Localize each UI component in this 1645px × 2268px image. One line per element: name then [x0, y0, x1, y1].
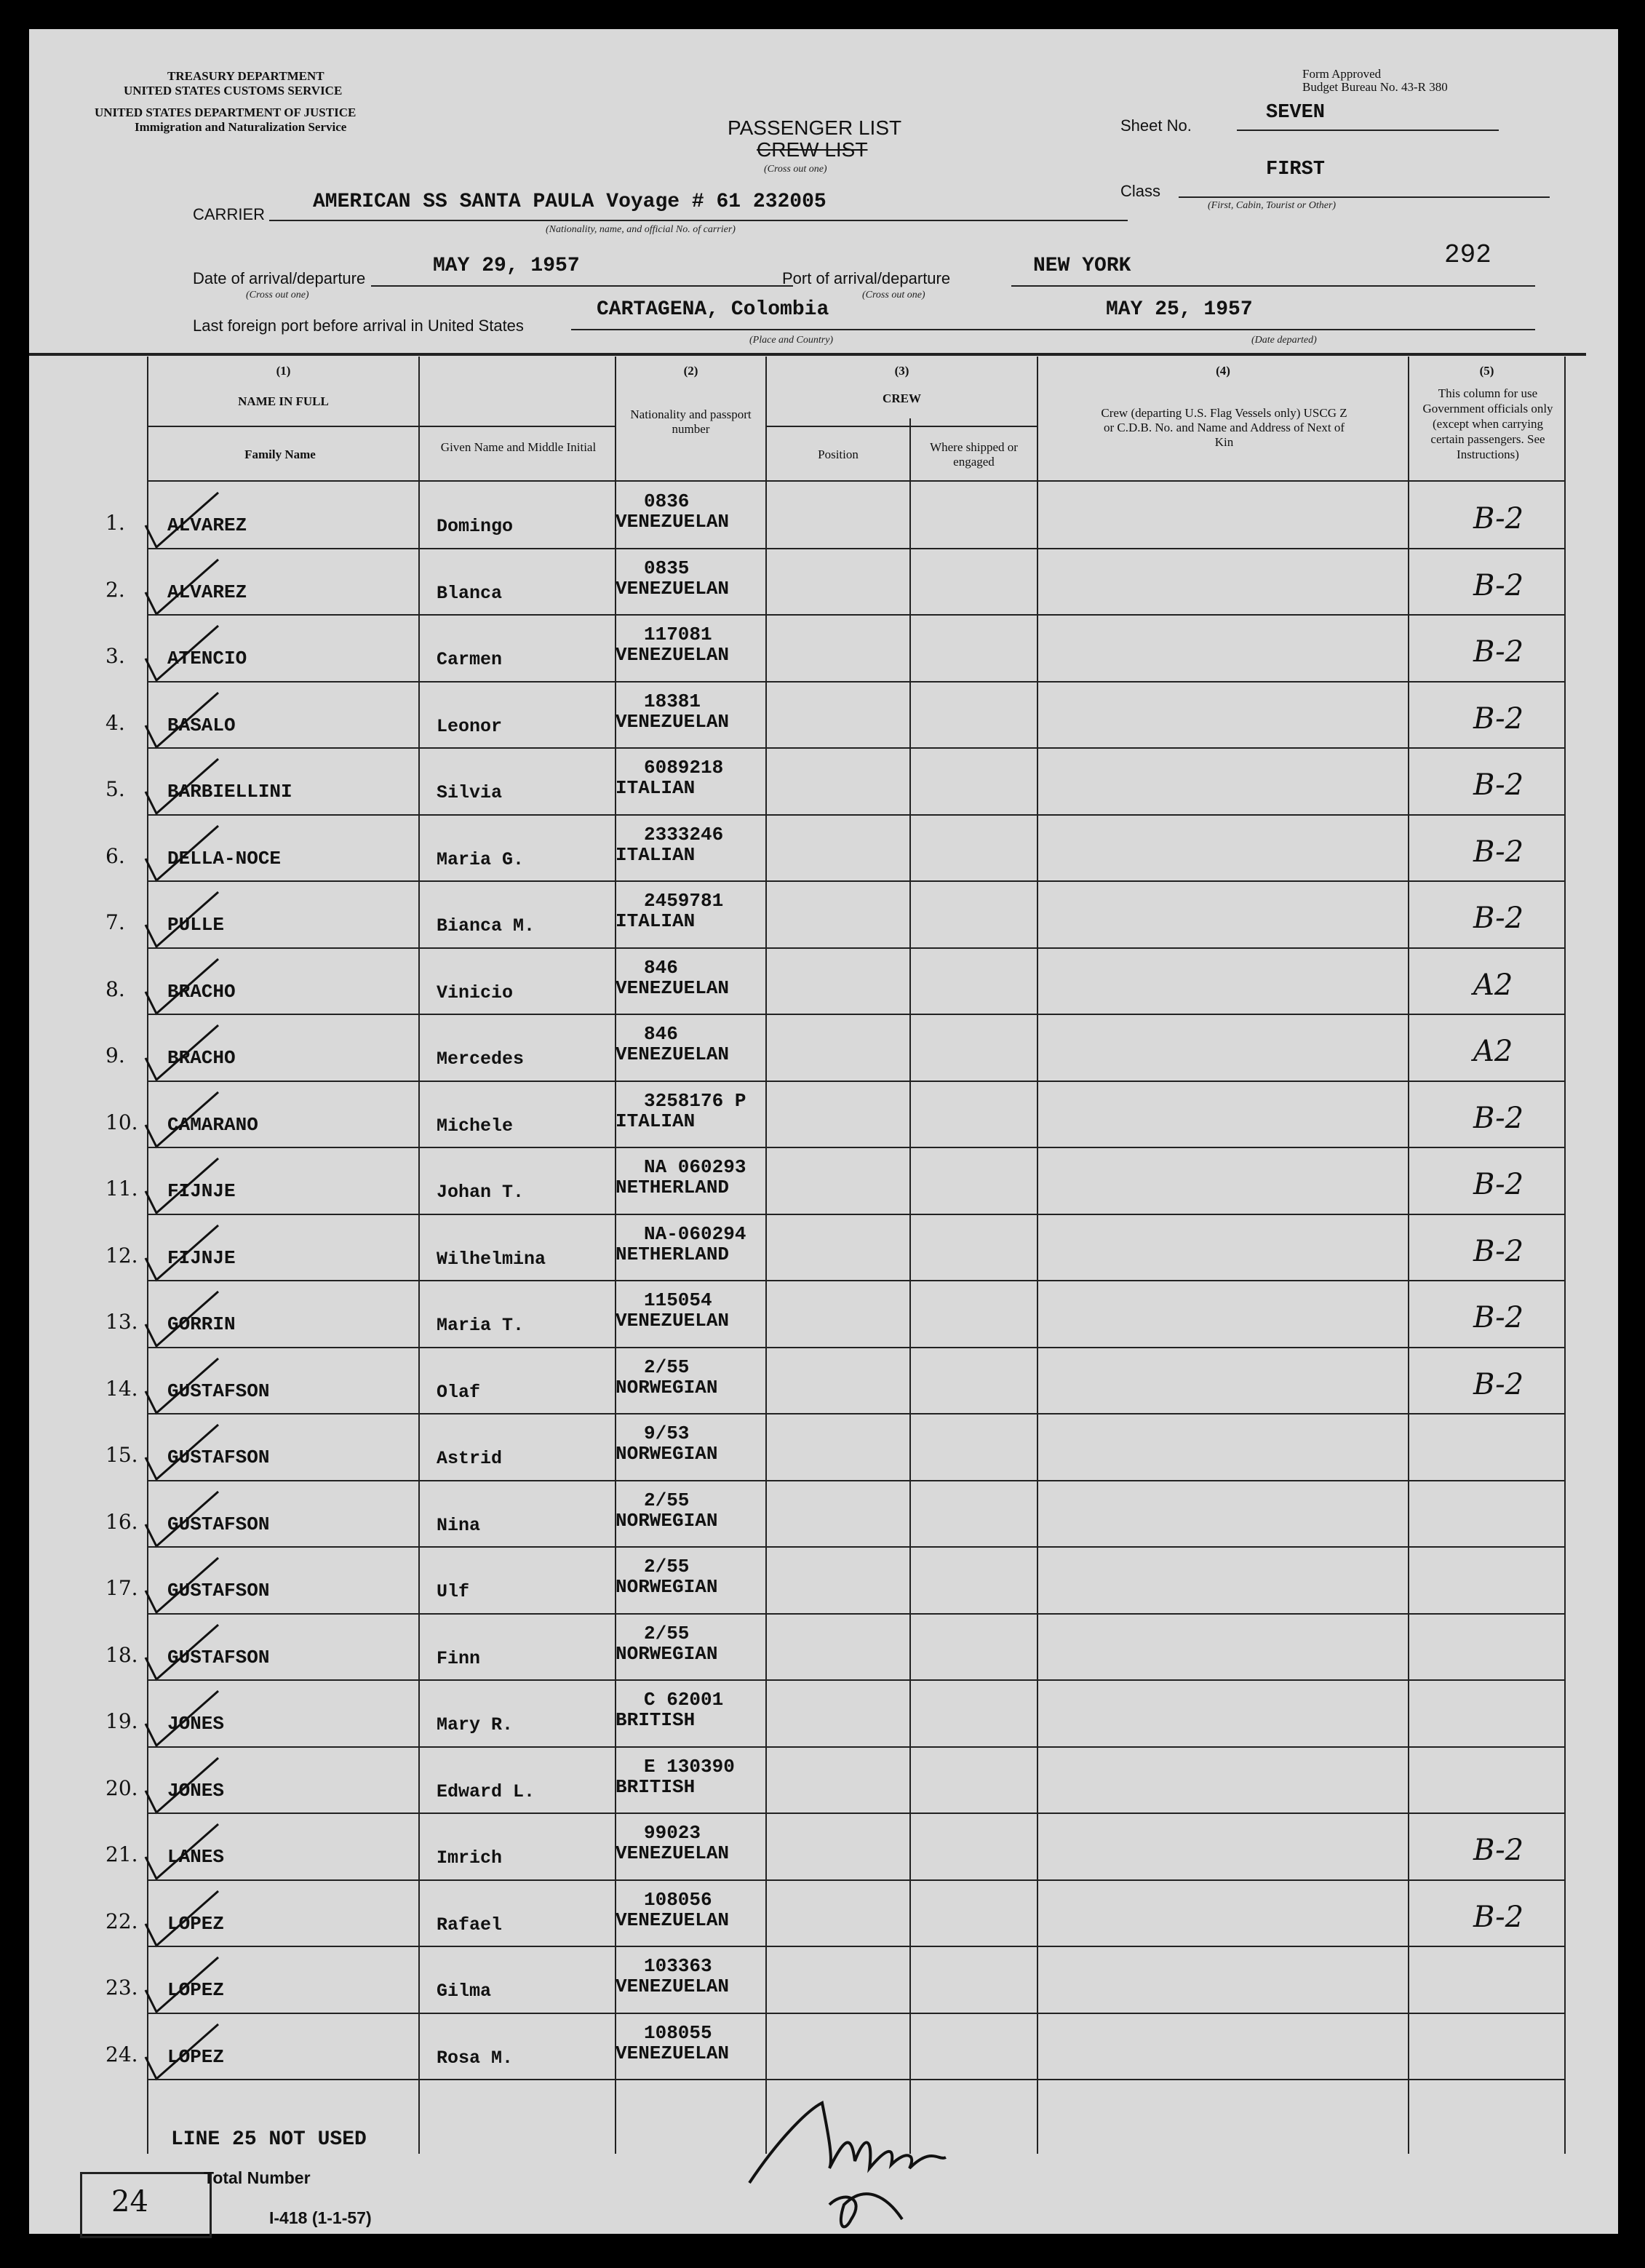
passport-number: 117081	[644, 624, 712, 645]
agency-line-2: UNITED STATES CUSTOMS SERVICE	[124, 84, 343, 98]
passport-number: 2/55	[644, 1356, 690, 1378]
passport-number: 108055	[644, 2021, 712, 2044]
passport-number: 2/55	[644, 1489, 690, 1511]
budget-bureau: Budget Bureau No. 43-R 380	[1302, 80, 1448, 94]
table-row	[29, 1481, 1586, 1548]
port-arrival-label: Port of arrival/departure	[782, 269, 951, 287]
family-name: GUSTAFSON	[167, 1580, 270, 1601]
given-name: Blanca	[437, 582, 503, 604]
passport-number: 0836	[644, 490, 690, 512]
passport-number: 2333246	[644, 823, 724, 845]
row-number: 3.	[105, 644, 125, 668]
nationality: VENEZUELAN	[616, 1975, 730, 1997]
check-mark-icon	[131, 1554, 247, 1620]
visa-code: B-2	[1473, 502, 1524, 536]
visa-code: A2	[1473, 968, 1513, 1002]
crew-header: CREW	[883, 391, 921, 405]
row-rule	[147, 2079, 1566, 2080]
passport-number: 2/55	[644, 1556, 690, 1577]
passport-number: 99023	[644, 1822, 701, 1844]
form-title: PASSENGER LIST	[728, 116, 902, 139]
row-number: 1.	[105, 511, 125, 535]
nationality: VENEZUELAN	[616, 710, 730, 733]
table-row	[29, 615, 1586, 682]
row-number: 20.	[105, 1775, 138, 1800]
row-number: 22.	[105, 1909, 138, 1933]
given-name: Astrid	[437, 1448, 503, 1469]
family-name: JONES	[167, 1713, 225, 1735]
form-page	[29, 29, 1618, 2234]
row-number: 14.	[105, 1376, 138, 1401]
col1-header: NAME IN FULL	[238, 394, 329, 408]
row-number: 11.	[105, 1177, 138, 1201]
family-name: LANES	[167, 1846, 225, 1868]
nationality: VENEZUELAN	[616, 577, 730, 600]
nationality: VENEZUELAN	[616, 1842, 730, 1864]
table-row	[29, 1813, 1586, 1880]
table-row	[29, 682, 1586, 749]
carrier-note: (Nationality, name, and official No. of carrier)	[546, 224, 736, 235]
family-name: GUSTAFSON	[167, 1380, 270, 1402]
line-25-note: LINE 25 NOT USED	[171, 2128, 367, 2151]
table-row	[29, 549, 1586, 616]
row-number: 9.	[105, 1043, 125, 1067]
nationality: BRITISH	[616, 1709, 696, 1731]
row-number: 13.	[105, 1310, 138, 1334]
table-row	[29, 1147, 1586, 1214]
page-number-stamp: 292	[1444, 240, 1491, 270]
visa-code: B-2	[1473, 701, 1524, 736]
given-name: Maria G.	[437, 848, 525, 870]
family-name: LOPEZ	[167, 2045, 225, 2068]
visa-code: B-2	[1473, 568, 1524, 602]
crew-list-crossed: CREW LIST	[757, 138, 868, 161]
passport-number: E 130390	[644, 1755, 735, 1778]
check-mark-icon	[131, 1621, 247, 1687]
class-value: FIRST	[1266, 159, 1326, 180]
family-name: PULLE	[167, 914, 225, 936]
check-mark-icon	[131, 1089, 247, 1154]
where-shipped-header: Where shipped or engaged	[930, 440, 1018, 469]
nationality: VENEZUELAN	[616, 1909, 730, 1931]
nationality: NORWEGIAN	[616, 1443, 718, 1465]
given-name: Leonor	[437, 715, 503, 737]
col2-number: (2)	[683, 364, 698, 378]
given-name: Mary R.	[437, 1714, 514, 1735]
passport-number: 108056	[644, 1888, 712, 1911]
passport-number: 0835	[644, 557, 690, 579]
total-number-value: 24	[111, 2185, 148, 2219]
given-name: Domingo	[437, 516, 514, 537]
table-row	[29, 1414, 1586, 1481]
visa-code: B-2	[1473, 1834, 1524, 1867]
family-name: FIJNJE	[167, 1246, 236, 1269]
row-number: 23.	[105, 1975, 138, 2000]
agency-line-3: UNITED STATES DEPARTMENT OF JUSTICE	[95, 106, 357, 119]
given-name: Vinicio	[437, 982, 514, 1003]
passport-number: 9/53	[644, 1423, 690, 1444]
table-row	[29, 748, 1586, 815]
passport-number: 115054	[644, 1289, 712, 1311]
given-name: Ulf	[437, 1581, 470, 1602]
visa-code: B-2	[1473, 835, 1524, 869]
nationality: NORWEGIAN	[616, 1576, 718, 1598]
nationality: NETHERLAND	[616, 1243, 730, 1265]
family-name: GUSTAFSON	[167, 1447, 270, 1468]
row-number: 10.	[105, 1110, 138, 1134]
table-row	[29, 1014, 1586, 1081]
check-mark-icon	[131, 622, 247, 688]
row-number: 15.	[105, 1443, 138, 1467]
nationality: NORWEGIAN	[616, 1642, 718, 1665]
passport-number: 18381	[644, 690, 701, 712]
given-name: Rosa M.	[437, 2047, 514, 2069]
agency-line-1: TREASURY DEPARTMENT	[167, 69, 324, 83]
date-departed-note: (Date departed)	[1251, 335, 1317, 346]
last-port-label: Last foreign port before arrival in United States	[193, 317, 524, 335]
given-name-header: Given Name and Middle Initial	[440, 440, 597, 454]
nationality: ITALIAN	[616, 910, 696, 932]
passport-number: 103363	[644, 1955, 712, 1977]
class-label: Class	[1120, 182, 1161, 200]
table-row	[29, 1747, 1586, 1814]
row-number: 21.	[105, 1842, 138, 1866]
check-mark-icon	[131, 1821, 247, 1886]
sheet-no-label: Sheet No.	[1120, 116, 1192, 135]
row-number: 4.	[105, 710, 125, 735]
check-mark-icon	[131, 2021, 247, 2086]
check-mark-icon	[131, 955, 247, 1021]
table-row	[29, 1081, 1586, 1148]
passport-number: NA-060294	[644, 1222, 746, 1245]
check-mark-icon	[131, 1355, 247, 1420]
col3-number: (3)	[894, 364, 909, 378]
nationality-header: Nationality and passport number	[630, 407, 752, 436]
nationality: ITALIAN	[616, 777, 696, 799]
date-departed-value: MAY 25, 1957	[1106, 298, 1253, 321]
row-number: 8.	[105, 976, 125, 1001]
given-name: Carmen	[437, 649, 503, 670]
carrier-label: CARRIER	[193, 205, 266, 223]
given-name: Rafael	[437, 1914, 503, 1935]
form-approved: Form Approved	[1302, 67, 1382, 81]
row-number: 18.	[105, 1642, 138, 1667]
given-name: Imrich	[437, 1847, 503, 1869]
row-number: 5.	[105, 777, 125, 801]
total-box	[80, 2172, 212, 2238]
table-row	[29, 1946, 1586, 2013]
family-name-header: Family Name	[244, 447, 316, 461]
port-arrival-value: NEW YORK	[1033, 255, 1131, 277]
check-mark-icon	[131, 1687, 247, 1753]
nationality: VENEZUELAN	[616, 644, 730, 666]
table-row	[29, 1680, 1586, 1747]
carrier-value: AMERICAN SS SANTA PAULA Voyage # 61 232005	[313, 191, 827, 213]
nationality: VENEZUELAN	[616, 2042, 730, 2064]
passport-number: C 62001	[644, 1689, 724, 1711]
check-mark-icon	[131, 1022, 247, 1087]
table-row	[29, 1281, 1586, 1348]
passport-number: 3258176 P	[644, 1089, 746, 1112]
row-number: 17.	[105, 1576, 138, 1600]
visa-code: B-2	[1473, 1234, 1524, 1268]
passport-number: 846	[644, 1023, 678, 1045]
cross-out-note: (Cross out one)	[764, 164, 827, 175]
family-name: ALVAREZ	[167, 514, 247, 536]
given-name: Mercedes	[437, 1049, 525, 1070]
agency-line-4: Immigration and Naturalization Service	[135, 120, 347, 134]
passport-number: 2/55	[644, 1622, 690, 1644]
table-row	[29, 881, 1586, 948]
check-mark-icon	[131, 1488, 247, 1553]
family-name: LOPEZ	[167, 1912, 225, 1935]
table-top-rule	[29, 353, 1586, 356]
check-mark-icon	[131, 1222, 247, 1287]
family-name: CAMARANO	[167, 1113, 258, 1136]
nationality: VENEZUELAN	[616, 976, 730, 999]
col4-number: (4)	[1216, 364, 1230, 378]
date-cross-note: (Cross out one)	[246, 290, 309, 301]
check-mark-icon	[131, 1954, 247, 2019]
passport-number: NA 060293	[644, 1156, 746, 1178]
family-name: ALVAREZ	[167, 581, 247, 603]
visa-code: B-2	[1473, 635, 1524, 669]
visa-code: B-2	[1473, 768, 1524, 802]
table-row	[29, 482, 1586, 549]
check-mark-icon	[131, 1155, 247, 1220]
table-row	[29, 2013, 1586, 2080]
given-name: Johan T.	[437, 1182, 525, 1203]
family-name: GUSTAFSON	[167, 1646, 270, 1668]
table-row	[29, 948, 1586, 1015]
row-number: 2.	[105, 577, 125, 602]
given-name: Olaf	[437, 1381, 481, 1403]
row-number: 7.	[105, 910, 125, 934]
class-note: (First, Cabin, Tourist or Other)	[1208, 200, 1337, 211]
date-arrival-value: MAY 29, 1957	[433, 255, 580, 277]
table-row	[29, 815, 1586, 882]
place-note: (Place and Country)	[749, 335, 834, 346]
given-name: Wilhelmina	[437, 1248, 546, 1270]
check-mark-icon	[131, 1887, 247, 1953]
nationality: VENEZUELAN	[616, 1043, 730, 1065]
govt-column-header: This column for use Government officials only (except when carrying certain passengers. See Instructions)	[1422, 386, 1553, 461]
visa-code: B-2	[1473, 1101, 1524, 1135]
family-name: BARBIELLINI	[167, 781, 292, 803]
passport-number: 846	[644, 956, 678, 979]
date-arrival-label: Date of arrival/departure	[193, 269, 366, 287]
check-mark-icon	[131, 888, 247, 954]
given-name: Maria T.	[437, 1315, 525, 1336]
row-number: 16.	[105, 1509, 138, 1534]
nationality: ITALIAN	[616, 843, 696, 866]
visa-code: B-2	[1473, 1900, 1524, 1934]
table-row	[29, 1214, 1586, 1281]
form-number: I-418 (1-1-57)	[269, 2208, 372, 2227]
nationality: BRITISH	[616, 1775, 696, 1798]
visa-code: B-2	[1473, 1301, 1524, 1334]
total-number-label: Total Number	[204, 2168, 311, 2187]
check-mark-icon	[131, 489, 247, 554]
row-number: 19.	[105, 1709, 138, 1733]
check-mark-icon	[131, 1288, 247, 1353]
visa-code: B-2	[1473, 1367, 1524, 1401]
table-row	[29, 1614, 1586, 1681]
row-number: 24.	[105, 2042, 138, 2066]
check-mark-icon	[131, 1754, 247, 1820]
check-mark-icon	[131, 822, 247, 888]
family-name: BRACHO	[167, 980, 236, 1003]
given-name: Finn	[437, 1647, 481, 1669]
table-row	[29, 1348, 1586, 1414]
given-name: Michele	[437, 1115, 514, 1137]
position-header: Position	[818, 447, 859, 461]
col5-number: (5)	[1479, 364, 1494, 378]
visa-code: A2	[1473, 1035, 1513, 1068]
last-port-value: CARTAGENA, Colombia	[597, 298, 829, 321]
port-cross-note: (Cross out one)	[862, 290, 925, 301]
family-name: BASALO	[167, 714, 236, 736]
nationality: NORWEGIAN	[616, 1376, 718, 1398]
passport-number: 2459781	[644, 890, 724, 912]
visa-code: B-2	[1473, 1168, 1524, 1201]
family-name: LOPEZ	[167, 1979, 225, 2001]
row-number: 6.	[105, 843, 125, 868]
crew-address-header: Crew (departing U.S. Flag Vessels only) USCG Z or C.D.B. No. and Name and Address of Next of Kin	[1101, 406, 1347, 449]
family-name: JONES	[167, 1779, 225, 1802]
check-mark-icon	[131, 755, 247, 821]
given-name: Gilma	[437, 1981, 492, 2002]
row-number: 12.	[105, 1243, 138, 1268]
family-name: DELLA-NOCE	[167, 847, 282, 870]
col1-number: (1)	[276, 364, 291, 378]
nationality: VENEZUELAN	[616, 511, 730, 533]
family-name: FIJNJE	[167, 1180, 236, 1202]
signature	[720, 2096, 1011, 2241]
family-name: ATENCIO	[167, 648, 247, 669]
given-name: Edward L.	[437, 1780, 535, 1802]
table-row	[29, 1880, 1586, 1947]
given-name: Silvia	[437, 782, 503, 803]
table-row	[29, 1547, 1586, 1614]
visa-code: B-2	[1473, 902, 1524, 935]
check-mark-icon	[131, 689, 247, 755]
family-name: GUSTAFSON	[167, 1513, 270, 1535]
family-name: GORRIN	[167, 1313, 236, 1335]
nationality: NETHERLAND	[616, 1177, 730, 1198]
check-mark-icon	[131, 556, 247, 621]
given-name: Nina	[437, 1514, 481, 1536]
family-name: BRACHO	[167, 1047, 236, 1069]
sheet-no-value: SEVEN	[1266, 102, 1326, 124]
nationality: VENEZUELAN	[616, 1310, 730, 1332]
passport-number: 6089218	[644, 757, 724, 779]
nationality: ITALIAN	[616, 1110, 696, 1132]
given-name: Bianca M.	[437, 915, 535, 936]
check-mark-icon	[131, 1421, 247, 1487]
nationality: NORWEGIAN	[616, 1509, 718, 1532]
